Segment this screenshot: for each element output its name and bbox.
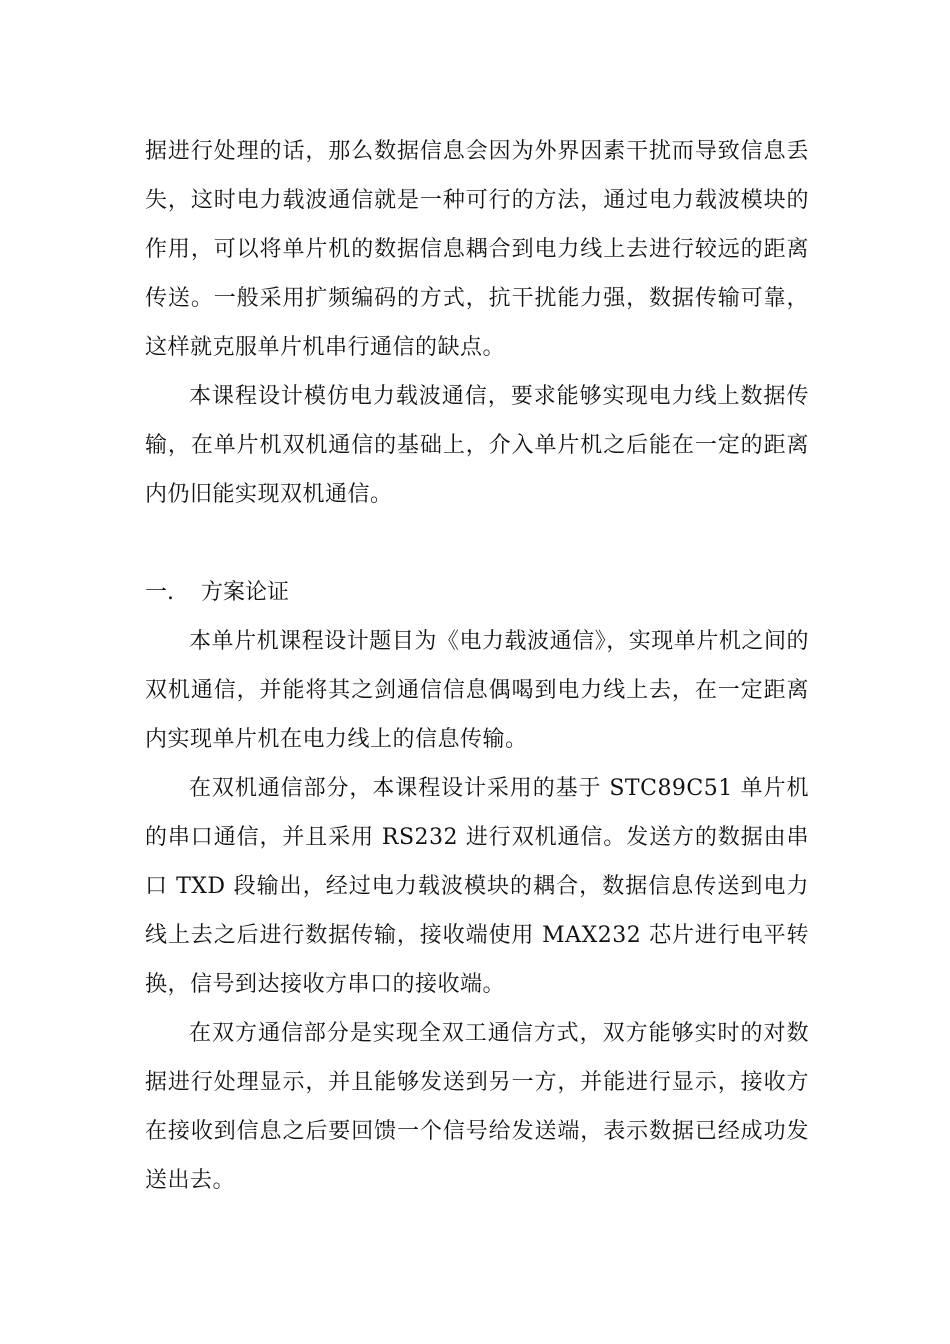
paragraph-spacer <box>145 519 809 568</box>
paragraph-topic: 本单片机课程设计题目为《电力载波通信》，实现单片机之间的双机通信，并能将其之剑通信信息偶喝到电力线上去，在一定距离内实现单片机在电力线上的信息传输。 <box>145 629 809 752</box>
paragraph-course-design-intro: 本课程设计模仿电力载波通信，要求能够实现电力线上数据传输，在单片机双机通信的基础上，介入单片机之后能在一定的距离内仍旧能实现双机通信。 <box>145 384 809 507</box>
paragraph-continuation: 据进行处理的话，那么数据信息会因为外界因素干扰而导致信息丢失，这时电力载波通信就是一种可行的方法，通过电力载波模块的作用，可以将单片机的数据信息耦合到电力线上去进行较远的距离传送。一般采用扩频编码的方式，抗干扰能力强，数据传输可靠，这样就克服单片机串行通信的缺点。 <box>145 139 809 360</box>
section-number: 一. <box>145 580 174 605</box>
section-heading <box>145 568 809 617</box>
document-page <box>145 127 809 1205</box>
section-title: 方案论证 <box>201 580 290 605</box>
paragraph-dual-machine: 在双机通信部分，本课程设计采用的基于 STC89C51 单片机的串口通信，并且采用 RS232 进行双机通信。发送方的数据由串口 TXD 段输出，经过电力载波模块的耦合，数据信息传送到电力线上去之后进行数据传输，接收端使用 MAX232 芯片进行电平转换，信号到达接收方串口的接收端。 <box>145 776 809 997</box>
paragraph-full-duplex: 在双方通信部分是实现全双工通信方式，双方能够实时的对数据进行处理显示，并且能够发送到另一方，并能进行显示，接收方在接收到信息之后要回馈一个信号给发送端，表示数据已经成功发送出去。 <box>145 1021 809 1193</box>
